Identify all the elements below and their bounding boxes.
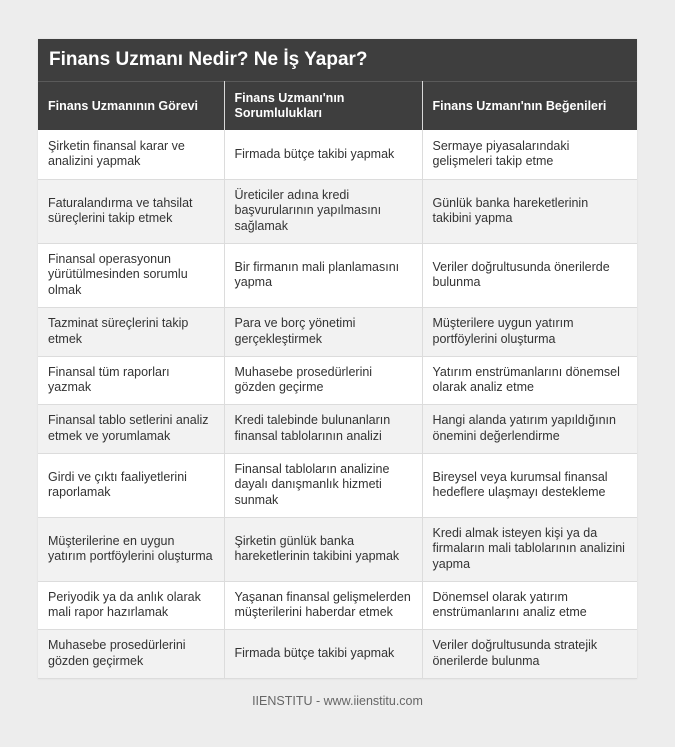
cell-like: Dönemsel olarak yatırım enstrümanlarını analiz etme (422, 581, 637, 629)
table-row (38, 356, 637, 404)
cell-duty: Muhasebe prosedürlerini gözden geçirmek (38, 629, 224, 678)
table-row (38, 307, 637, 356)
table-title: Finans Uzmanı Nedir? Ne İş Yapar? (38, 39, 637, 81)
table-row (38, 453, 637, 517)
table-body (38, 130, 637, 678)
cell-duty: Tazminat süreçlerini takip etmek (38, 307, 224, 356)
cell-duty: Finansal operasyonun yürütülmesinden sorumlu olmak (38, 243, 224, 307)
cell-duty: Finansal tüm raporları yazmak (38, 356, 224, 404)
cell-duty: Girdi ve çıktı faaliyetlerini raporlamak (38, 453, 224, 517)
cell-like: Müşterilere uygun yatırım portföylerini oluşturma (422, 307, 637, 356)
cell-like: Yatırım enstrümanlarını dönemsel olarak analiz etme (422, 356, 637, 404)
cell-like: Veriler doğrultusunda stratejik önerilerde bulunma (422, 629, 637, 678)
table-row (38, 243, 637, 307)
table-row (38, 404, 637, 453)
cell-like: Sermaye piyasalarındaki gelişmeleri takip etme (422, 130, 637, 179)
column-header-responsibilities: Finans Uzmanı'nın Sorumlulukları (224, 82, 422, 131)
cell-responsibility: Firmada bütçe takibi yapmak (224, 130, 422, 179)
cell-responsibility: Muhasebe prosedürlerini gözden geçirme (224, 356, 422, 404)
cell-responsibility: Para ve borç yönetimi gerçekleştirmek (224, 307, 422, 356)
table-row (38, 629, 637, 678)
cell-responsibility: Yaşanan finansal gelişmelerden müşterilerini haberdar etmek (224, 581, 422, 629)
column-header-duty: Finans Uzmanının Görevi (38, 82, 224, 131)
cell-like: Hangi alanda yatırım yapıldığının önemini değerlendirme (422, 404, 637, 453)
cell-like: Kredi almak isteyen kişi ya da firmaların mali tablolarının analizini yapma (422, 517, 637, 581)
cell-responsibility: Firmada bütçe takibi yapmak (224, 629, 422, 678)
cell-responsibility: Kredi talebinde bulunanların finansal tablolarının analizi (224, 404, 422, 453)
cell-duty: Faturalandırma ve tahsilat süreçlerini takip etmek (38, 179, 224, 243)
table-card (38, 39, 637, 679)
cell-like: Veriler doğrultusunda önerilerde bulunma (422, 243, 637, 307)
cell-responsibility: Finansal tabloların analizine dayalı danışmanlık hizmeti sunmak (224, 453, 422, 517)
cell-like: Günlük banka hareketlerinin takibini yapma (422, 179, 637, 243)
footer-credit: IIENSTITU - www.iienstitu.com (252, 694, 423, 708)
header-row (38, 82, 637, 131)
responsibilities-table (38, 81, 637, 679)
table-row (38, 179, 637, 243)
table-row (38, 517, 637, 581)
cell-like: Bireysel veya kurumsal finansal hedeflere ulaşmayı destekleme (422, 453, 637, 517)
cell-duty: Periyodik ya da anlık olarak mali rapor hazırlamak (38, 581, 224, 629)
table-row (38, 581, 637, 629)
cell-duty: Finansal tablo setlerini analiz etmek ve yorumlamak (38, 404, 224, 453)
column-header-likes: Finans Uzmanı'nın Beğenileri (422, 82, 637, 131)
cell-duty: Müşterilerine en uygun yatırım portföylerini oluşturma (38, 517, 224, 581)
table-row (38, 130, 637, 179)
cell-responsibility: Üreticiler adına kredi başvurularının yapılmasını sağlamak (224, 179, 422, 243)
cell-responsibility: Bir firmanın mali planlamasını yapma (224, 243, 422, 307)
cell-responsibility: Şirketin günlük banka hareketlerinin takibini yapmak (224, 517, 422, 581)
cell-duty: Şirketin finansal karar ve analizini yapmak (38, 130, 224, 179)
